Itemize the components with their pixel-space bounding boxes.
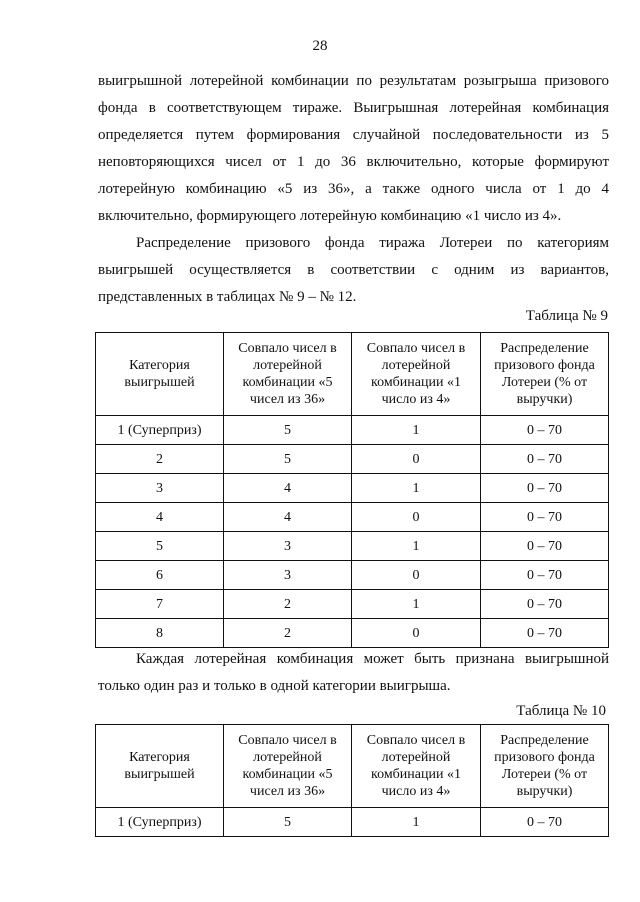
table-row: [96, 561, 609, 590]
cell-distribution: 0 – 70: [481, 532, 609, 561]
table-10: [95, 724, 609, 837]
header-matched-1-of-4: Совпало чисел в лотерейной комбинации «1 число из 4»: [352, 333, 481, 416]
cell-matched-5-of-36: 4: [224, 474, 352, 503]
cell-matched-5-of-36: 3: [224, 532, 352, 561]
cell-distribution: 0 – 70: [481, 619, 609, 648]
cell-matched-1-of-4: 1: [352, 416, 481, 445]
cell-category: 3: [96, 474, 224, 503]
cell-matched-5-of-36: 5: [224, 445, 352, 474]
cell-distribution: 0 – 70: [481, 590, 609, 619]
cell-matched-1-of-4: 0: [352, 619, 481, 648]
cell-matched-1-of-4: 0: [352, 445, 481, 474]
header-matched-1-of-4: Совпало чисел в лотерейной комбинации «1 число из 4»: [352, 725, 481, 808]
cell-category: 5: [96, 532, 224, 561]
cell-category: 8: [96, 619, 224, 648]
header-matched-5-of-36: Совпало чисел в лотерейной комбинации «5 чисел из 36»: [224, 725, 352, 808]
cell-matched-5-of-36: 3: [224, 561, 352, 590]
table-row: [96, 808, 609, 837]
paragraph-1: выигрышной лотерейной комбинации по результатам розыгрыша призового фонда в соответствующем тираже. Выигрышная лотерейная комбинация определяется путем формирования случайной последовательности из 5 неповторяющихся чисел от 1 до 36 включительно, которые формируют лотерейную комбинацию «5 из 36», а также одного числа от 1 до 4 включительно, формирующего лотерейную комбинацию «1 число из 4».: [98, 73, 609, 224]
cell-matched-5-of-36: 2: [224, 619, 352, 648]
cell-distribution: 0 – 70: [481, 561, 609, 590]
header-category: Категория выигрышей: [96, 725, 224, 808]
table-row: [96, 445, 609, 474]
table-row: [96, 416, 609, 445]
cell-matched-5-of-36: 5: [224, 808, 352, 837]
cell-matched-1-of-4: 0: [352, 503, 481, 532]
cell-matched-1-of-4: 1: [352, 474, 481, 503]
table-header-row: [96, 333, 609, 416]
table-row: [96, 590, 609, 619]
page-number: 28: [312, 38, 328, 54]
header-prize-fund-distribution: Распределение призового фонда Лотереи (% от выручки): [481, 725, 609, 808]
cell-category: 6: [96, 561, 224, 590]
cell-matched-1-of-4: 1: [352, 532, 481, 561]
table-row: [96, 532, 609, 561]
header-category: Категория выигрышей: [96, 333, 224, 416]
cell-category: 4: [96, 503, 224, 532]
paragraph-2: Распределение призового фонда тиража Лотереи по категориям выигрышей осуществляется в соответствии с одним из вариантов, представленных в таблицах № 9 – № 12.: [98, 235, 609, 305]
cell-category: 2: [96, 445, 224, 474]
table-9-caption: Таблица № 9: [525, 308, 608, 324]
cell-distribution: 0 – 70: [481, 445, 609, 474]
cell-distribution: 0 – 70: [481, 503, 609, 532]
paragraph-3: Каждая лотерейная комбинация может быть признана выигрышной только один раз и только в одной категории выигрыша.: [98, 651, 609, 694]
cell-matched-5-of-36: 4: [224, 503, 352, 532]
cell-matched-5-of-36: 5: [224, 416, 352, 445]
cell-distribution: 0 – 70: [481, 416, 609, 445]
header-prize-fund-distribution: Распределение призового фонда Лотереи (% от выручки): [481, 333, 609, 416]
cell-matched-5-of-36: 2: [224, 590, 352, 619]
table-9: [95, 332, 609, 648]
cell-category: 7: [96, 590, 224, 619]
cell-distribution: 0 – 70: [481, 474, 609, 503]
header-matched-5-of-36: Совпало чисел в лотерейной комбинации «5 чисел из 36»: [224, 333, 352, 416]
table-row: [96, 619, 609, 648]
cell-category: 1 (Суперприз): [96, 416, 224, 445]
cell-distribution: 0 – 70: [481, 808, 609, 837]
cell-matched-1-of-4: 0: [352, 561, 481, 590]
cell-matched-1-of-4: 1: [352, 590, 481, 619]
table-header-row: [96, 725, 609, 808]
table-row: [96, 503, 609, 532]
cell-category: 1 (Суперприз): [96, 808, 224, 837]
table-row: [96, 474, 609, 503]
cell-matched-1-of-4: 1: [352, 808, 481, 837]
table-10-caption: Таблица № 10: [516, 703, 606, 719]
